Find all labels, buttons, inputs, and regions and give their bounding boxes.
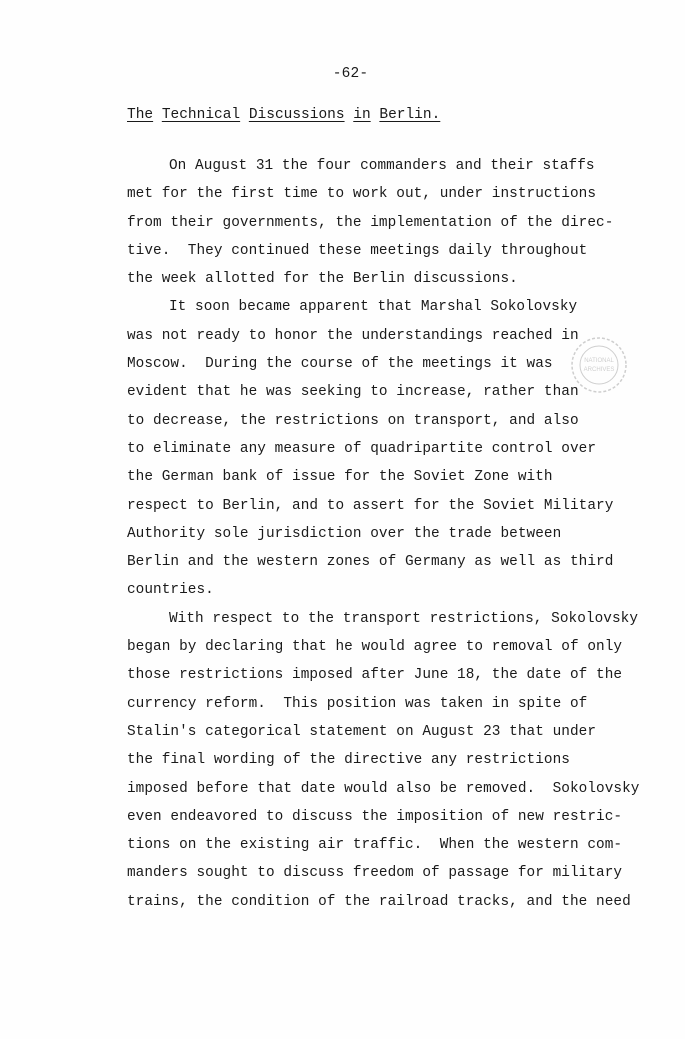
text-line: from their governments, the implementation of the direc- [127, 214, 614, 231]
section-heading [127, 107, 440, 123]
page-number: -62- [332, 66, 369, 82]
text-line: On August 31 the four commanders and their staffs [169, 158, 595, 174]
text-line: began by declaring that he would agree to removal of only [127, 639, 623, 656]
text-line: trains, the condition of the railroad tracks, and the need [127, 893, 631, 910]
text-line: those restrictions imposed after June 18, the date of the [127, 667, 623, 684]
stamp-text: NATIONAL [584, 358, 614, 364]
text-line: currency reform. This position was taken in spite of [127, 695, 588, 712]
text-line: the final wording of the directive any restrictions [127, 752, 570, 769]
heading-word: The [127, 107, 154, 123]
heading-word: in [353, 107, 371, 123]
heading-word: Technical [161, 107, 241, 123]
heading-word [379, 107, 440, 123]
text-line: the week allotted for the Berlin discussions. [127, 271, 518, 288]
text-line: imposed before that date would also be removed. Sokolovsky [127, 780, 640, 797]
stamp-text: ARCHIVES [583, 367, 615, 373]
text-line: the German bank of issue for the Soviet Zone with [127, 469, 553, 486]
heading-word-text: Berlin. [379, 107, 441, 123]
text-line: manders sought to discuss freedom of passage for military [127, 865, 623, 882]
archive-stamp [568, 334, 630, 396]
heading-word: Discussions [248, 107, 345, 123]
text-line: evident that he was seeking to increase, rather than [127, 384, 579, 401]
text-line: Moscow. During the course of the meetings it was [127, 356, 553, 373]
text-line: to decrease, the restrictions on transport, and also [127, 412, 579, 429]
text-line: Authority sole jurisdiction over the trade between [127, 525, 562, 542]
text-line: to eliminate any measure of quadripartite control over [127, 440, 597, 457]
text-line: tive. They continued these meetings daily throughout [127, 242, 588, 259]
text-line: respect to Berlin, and to assert for the Soviet Military [127, 497, 614, 514]
text-line: countries. [127, 582, 214, 599]
body-text [127, 152, 647, 916]
text-line: tions on the existing air traffic. When the western com- [127, 837, 623, 854]
text-line: Stalin's categorical statement on August 23 that under [127, 723, 597, 740]
text-line: It soon became apparent that Marshal Sokolovsky [169, 299, 578, 316]
text-line: Berlin and the western zones of Germany as well as third [127, 554, 614, 571]
text-line: even endeavored to discuss the imposition of new restric- [127, 808, 623, 825]
text-line: was not ready to honor the understandings reached in [127, 327, 579, 344]
text-line: met for the first time to work out, under instructions [127, 186, 597, 203]
text-line: With respect to the transport restrictions, Sokolovsky [169, 610, 639, 627]
